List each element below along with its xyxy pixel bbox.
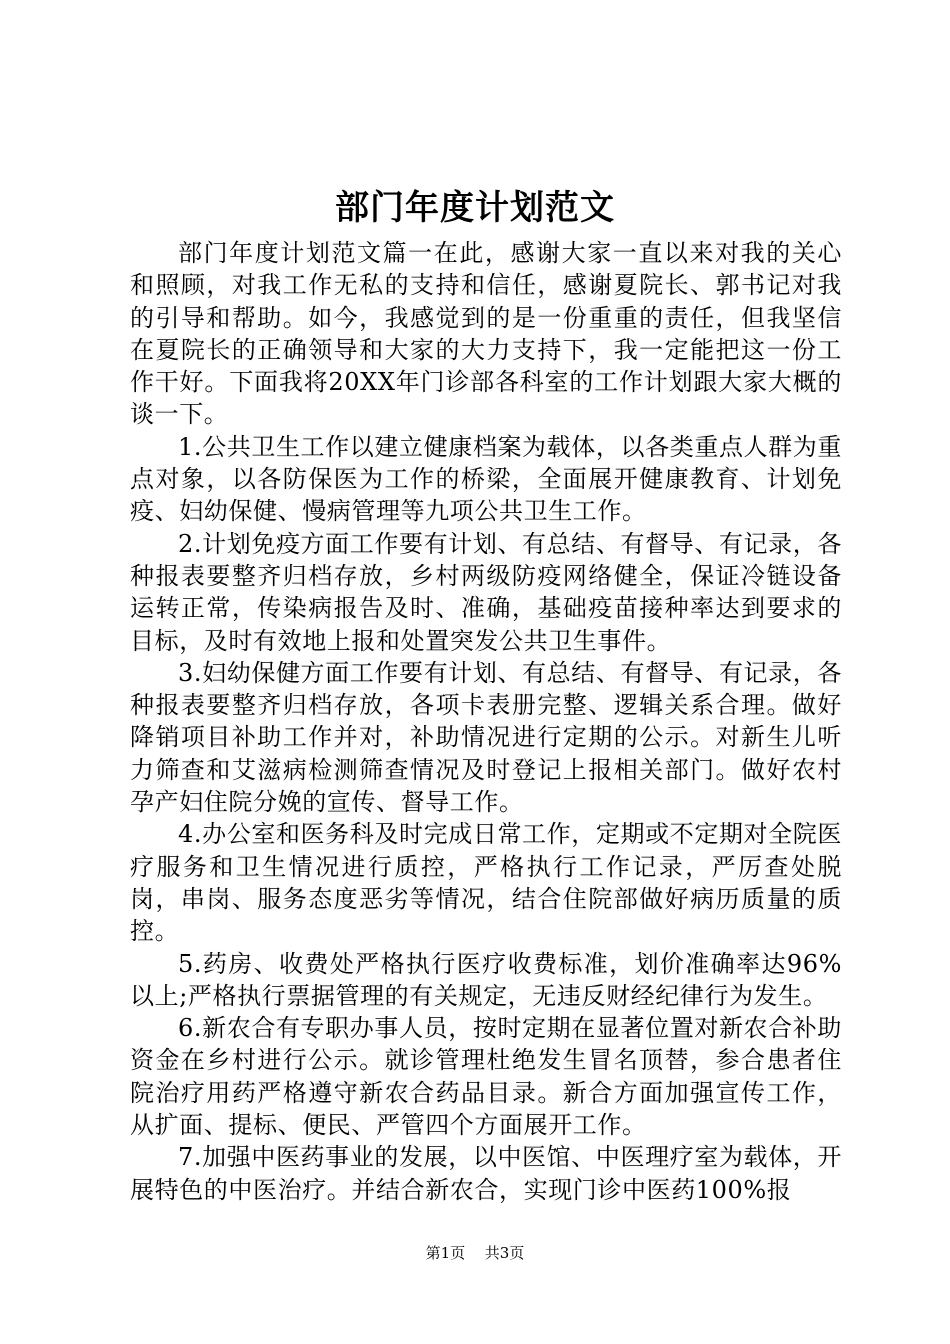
page-number: 第1页	[425, 1244, 466, 1262]
paragraph-intro: 部门年度计划范文篇一在此，感谢大家一直以来对我的关心和照顾，对我工作无私的支持和信任，感谢夏院长、郭书记对我的引导和帮助。如今，我感觉到的是一份重重的责任，但我坚信在夏院长的正确领导和大家的大力支持下，我一定能把这一份工作干好。下面我将20XX年门诊部各科室的工作计划跟大家大概的谈一下。	[130, 239, 842, 429]
paragraph-item-6: 6.新农合有专职办事人员，按时定期在显著位置对新农合补助资金在乡村进行公示。就诊管理杜绝发生冒名顶替，参合患者住院治疗用药严格遵守新农合药品目录。新合方面加强宣传工作，从扩面、提标、便民、严管四个方面展开工作。	[130, 1014, 842, 1140]
page-footer	[0, 1243, 950, 1263]
paragraph-item-7: 7.加强中医药事业的发展，以中医馆、中医理疗室为载体，开展特色的中医治疗。并结合新农合，实现门诊中医药100%报	[130, 1143, 842, 1204]
paragraph-item-1: 1.公共卫生工作以建立健康档案为载体，以各类重点人群为重点对象，以各防保医为工作的桥梁，全面展开健康教育、计划免疫、妇幼保健、慢病管理等九项公共卫生工作。	[130, 432, 842, 526]
document-body	[130, 237, 842, 1206]
document-title: 部门年度计划范文	[335, 188, 615, 228]
page-total: 共3页	[484, 1244, 525, 1262]
paragraph-item-2: 2.计划免疫方面工作要有计划、有总结、有督导、有记录，各种报表要整齐归档存放，乡村两级防疫网络健全，保证冷链设备运转正常，传染病报告及时、准确，基础疫苗接种率达到要求的目标，及时有效地上报和处置突发公共卫生事件。	[130, 529, 842, 655]
paragraph-item-4: 4.办公室和医务科及时完成日常工作，定期或不定期对全院医疗服务和卫生情况进行质控，严格执行工作记录，严厉查处脱岗，串岗、服务态度恶劣等情况，结合住院部做好病历质量的质控。	[130, 820, 842, 946]
paragraph-item-5: 5.药房、收费处严格执行医疗收费标准，划价准确率达96%以上;严格执行票据管理的有关规定，无违反财经纪律行为发生。	[130, 949, 842, 1010]
paragraph-item-3: 3.妇幼保健方面工作要有计划、有总结、有督导、有记录，各种报表要整齐归档存放，各项卡表册完整、逻辑关系合理。做好降销项目补助工作并对，补助情况进行定期的公示。对新生儿听力筛查和艾滋病检测筛查情况及时登记上报相关部门。做好农村孕产妇住院分娩的宣传、督导工作。	[130, 658, 842, 817]
